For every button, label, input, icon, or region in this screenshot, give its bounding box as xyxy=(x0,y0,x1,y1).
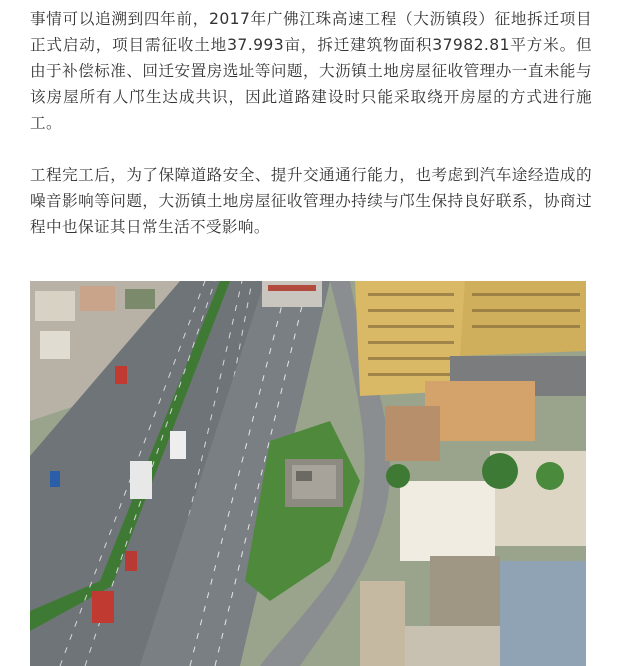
paragraph-2: 工程完工后，为了保障道路安全、提升交通通行能力，也考虑到汽车途经造成的噪音影响等问题，大沥镇土地房屋征收管理办持续与邝生保持良好联系，协商过程中也保证其日常生活不受影响。 xyxy=(30,166,592,236)
article-body xyxy=(30,0,592,240)
aerial-highway-photo xyxy=(30,281,586,666)
paragraph-1: 事情可以追溯到四年前，2017年广佛江珠高速工程（大沥镇段）征地拆迁项目正式启动，项目需征收土地37.993亩，拆迁建筑物面积37982.81平方米。但由于补偿标准、回迁安置房选址等问题，大沥镇土地房屋征收管理办一直未能与该房屋所有人邝生达成共识，因此道路建设时只能采取绕开房屋的方式进行施工。 xyxy=(30,10,592,132)
